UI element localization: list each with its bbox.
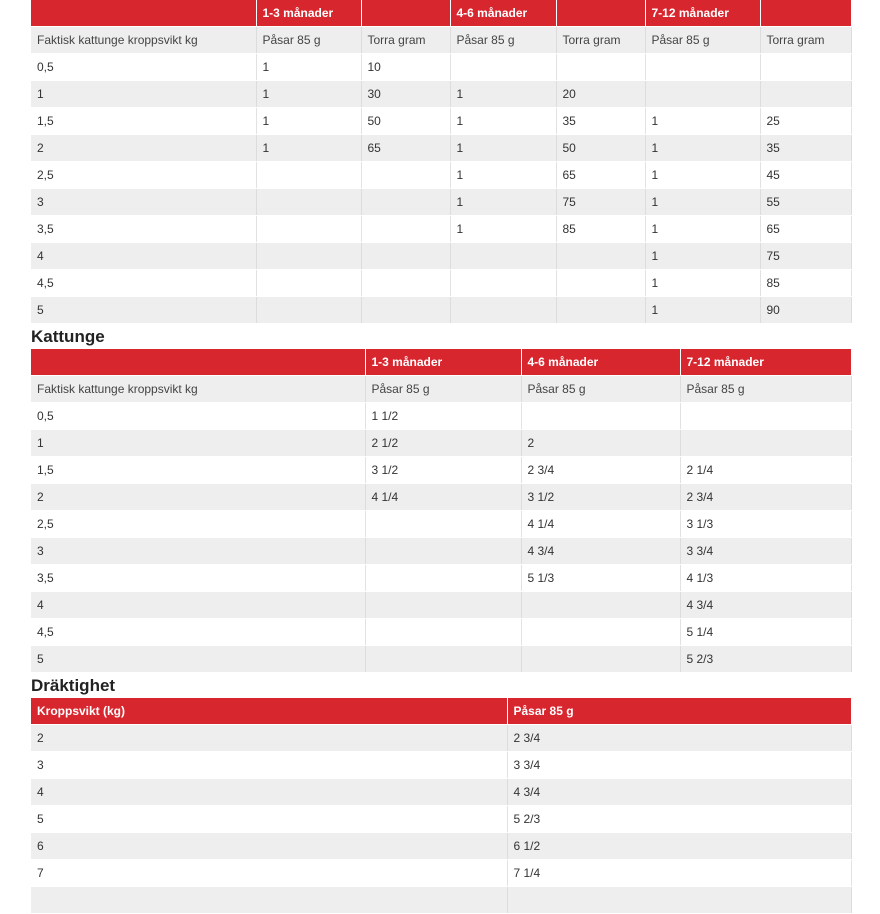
table-row: [31, 135, 851, 162]
table-cell: 2: [31, 725, 507, 752]
table-cell: 4: [31, 243, 256, 270]
table-header-row: [31, 0, 851, 27]
table-cell: 0,5: [31, 54, 256, 81]
table-cell: [645, 54, 760, 81]
table-cell: [361, 216, 450, 243]
table-cell: 75: [556, 189, 645, 216]
header-cell: 4-6 månader: [450, 0, 556, 27]
table-cell: [760, 54, 851, 81]
table-cell: 1: [256, 135, 361, 162]
table-header-row: [31, 698, 851, 725]
table-cell: Påsar 85 g: [680, 376, 851, 403]
table-cell: 65: [556, 162, 645, 189]
table-cell: [365, 619, 521, 646]
table-row: [31, 646, 851, 673]
table-cell: 1: [256, 54, 361, 81]
table-cell: Torra gram: [556, 27, 645, 54]
table-cell: 5 1/4: [680, 619, 851, 646]
table-cell: Faktisk kattunge kroppsvikt kg: [31, 376, 365, 403]
table-cell: [507, 887, 851, 914]
table-row: [31, 81, 851, 108]
table-cell: 1: [450, 162, 556, 189]
table-cell: 55: [760, 189, 851, 216]
table-cell: 4 3/4: [521, 538, 680, 565]
header-cell: [556, 0, 645, 27]
table-row: [31, 511, 851, 538]
table-cell: 50: [361, 108, 450, 135]
table-cell: [556, 54, 645, 81]
table-cell: [256, 216, 361, 243]
table-row: [31, 243, 851, 270]
table-cell: 3: [31, 538, 365, 565]
table-row: [31, 592, 851, 619]
table-row: [31, 619, 851, 646]
table-cell: 6 1/2: [507, 833, 851, 860]
table-row: [31, 457, 851, 484]
table-row: [31, 752, 851, 779]
table-row: [31, 162, 851, 189]
table-cell: 65: [361, 135, 450, 162]
table-body: [31, 725, 851, 914]
table-cell: 3,5: [31, 565, 365, 592]
table-row: [31, 216, 851, 243]
table-cell: 2 3/4: [680, 484, 851, 511]
table-cell: 5: [31, 646, 365, 673]
table-cell: 45: [760, 162, 851, 189]
table-cell: 20: [556, 81, 645, 108]
table-cell: 4 1/4: [521, 511, 680, 538]
table-cell: 4 1/3: [680, 565, 851, 592]
header-cell: [760, 0, 851, 27]
table-cell: 35: [760, 135, 851, 162]
table-cell: Påsar 85 g: [645, 27, 760, 54]
table-cell: 4: [31, 779, 507, 806]
table-cell: [365, 538, 521, 565]
table-cell: Torra gram: [361, 27, 450, 54]
table-cell: 25: [760, 108, 851, 135]
table-cell: 1: [450, 135, 556, 162]
header-cell: Kroppsvikt (kg): [31, 698, 507, 725]
table-cell: 1: [645, 108, 760, 135]
table-cell: 1: [645, 270, 760, 297]
table-cell: [365, 565, 521, 592]
table-row: [31, 565, 851, 592]
table-row: [31, 779, 851, 806]
table-cell: 1: [450, 216, 556, 243]
table-cell: Faktisk kattunge kroppsvikt kg: [31, 27, 256, 54]
table-cell: 2: [31, 484, 365, 511]
table-cell: 1: [450, 108, 556, 135]
table-cell: 1: [256, 81, 361, 108]
table-header-row: [31, 349, 851, 376]
table-cell: 30: [361, 81, 450, 108]
table-cell: [361, 270, 450, 297]
feeding-table-kattunge: [31, 349, 852, 673]
table-cell: 6: [31, 833, 507, 860]
table-cell: 90: [760, 297, 851, 324]
header-cell: Påsar 85 g: [507, 698, 851, 725]
table-cell: [645, 81, 760, 108]
table-row: [31, 297, 851, 324]
table-cell: [256, 270, 361, 297]
section-title-kattunge: Kattunge: [31, 327, 105, 346]
table-cell: 10: [361, 54, 450, 81]
table-cell: 5 2/3: [680, 646, 851, 673]
table-cell: 75: [760, 243, 851, 270]
header-cell: [31, 349, 365, 376]
table-cell: [556, 270, 645, 297]
table-cell: 3,5: [31, 216, 256, 243]
table-cell: 4 1/4: [365, 484, 521, 511]
table-cell: [365, 511, 521, 538]
table-cell: 1: [645, 243, 760, 270]
table-body: [31, 376, 851, 673]
table-cell: Påsar 85 g: [450, 27, 556, 54]
table-cell: Påsar 85 g: [365, 376, 521, 403]
table-cell: 5: [31, 806, 507, 833]
table-row: [31, 484, 851, 511]
feeding-table-draktighet: [31, 698, 852, 914]
table-row: [31, 108, 851, 135]
table-cell: [256, 162, 361, 189]
table-row: [31, 430, 851, 457]
table-cell: 4,5: [31, 619, 365, 646]
table-cell: 3 3/4: [507, 752, 851, 779]
table-cell: 2 3/4: [521, 457, 680, 484]
table-cell: 3: [31, 752, 507, 779]
table-cell: 35: [556, 108, 645, 135]
table-cell: 1: [31, 430, 365, 457]
table-cell: 1: [645, 162, 760, 189]
table-cell: [361, 297, 450, 324]
header-cell: 4-6 månader: [521, 349, 680, 376]
table-cell: 2 1/2: [365, 430, 521, 457]
table-cell: 2,5: [31, 162, 256, 189]
table-cell: 3 3/4: [680, 538, 851, 565]
table-cell: [450, 243, 556, 270]
table-cell: [361, 162, 450, 189]
table-cell: 4 3/4: [680, 592, 851, 619]
table-cell: [361, 189, 450, 216]
table-cell: [521, 403, 680, 430]
table-cell: 4,5: [31, 270, 256, 297]
table-cell: 2: [31, 135, 256, 162]
table-cell: 85: [556, 216, 645, 243]
table-cell: [365, 592, 521, 619]
table-row: [31, 54, 851, 81]
table-cell: [521, 646, 680, 673]
table-cell: 1: [645, 216, 760, 243]
table-cell: 0,5: [31, 403, 365, 430]
table-row: [31, 860, 851, 887]
header-cell: [361, 0, 450, 27]
table-cell: 1: [645, 135, 760, 162]
table-cell: [521, 592, 680, 619]
table-cell: 1,5: [31, 457, 365, 484]
table-cell: [256, 297, 361, 324]
table-cell: 50: [556, 135, 645, 162]
table-cell: 2 1/4: [680, 457, 851, 484]
table-cell: [361, 243, 450, 270]
table-cell: 1: [645, 297, 760, 324]
header-cell: [31, 0, 256, 27]
table-cell: [450, 270, 556, 297]
subheader-row: [31, 27, 851, 54]
table-cell: [680, 430, 851, 457]
subheader-row: [31, 376, 851, 403]
table-cell: [31, 887, 507, 914]
header-cell: 1-3 månader: [365, 349, 521, 376]
table-cell: 3: [31, 189, 256, 216]
table-cell: 1: [450, 189, 556, 216]
table-row: [31, 725, 851, 752]
table-cell: 2: [521, 430, 680, 457]
table-cell: 1,5: [31, 108, 256, 135]
table-cell: 4: [31, 592, 365, 619]
table-cell: 5: [31, 297, 256, 324]
table-cell: 2 3/4: [507, 725, 851, 752]
page-content: [31, 0, 851, 914]
table-cell: Påsar 85 g: [521, 376, 680, 403]
table-row: [31, 538, 851, 565]
feeding-table-wet-dry: [31, 0, 852, 324]
table-row: [31, 833, 851, 860]
table-cell: [450, 54, 556, 81]
table-cell: 1: [256, 108, 361, 135]
header-cell: 7-12 månader: [645, 0, 760, 27]
table-cell: [365, 646, 521, 673]
table-cell: 65: [760, 216, 851, 243]
section-title-draktighet: Dräktighet: [31, 676, 116, 695]
table-cell: [256, 189, 361, 216]
table-cell: [450, 297, 556, 324]
header-cell: 1-3 månader: [256, 0, 361, 27]
table-cell: 2,5: [31, 511, 365, 538]
table-cell: 3 1/3: [680, 511, 851, 538]
table-row: [31, 189, 851, 216]
header-cell: 7-12 månader: [680, 349, 851, 376]
table-cell: 5 2/3: [507, 806, 851, 833]
table-cell: 1: [31, 81, 256, 108]
table-body: [31, 27, 851, 324]
table-cell: 3 1/2: [521, 484, 680, 511]
table-row: [31, 403, 851, 430]
table-cell: 1: [645, 189, 760, 216]
table-cell: 7: [31, 860, 507, 887]
table-row: [31, 270, 851, 297]
table-row: [31, 806, 851, 833]
table-cell: 5 1/3: [521, 565, 680, 592]
table-cell: 1 1/2: [365, 403, 521, 430]
table-cell: [521, 619, 680, 646]
table-cell: 4 3/4: [507, 779, 851, 806]
table-cell: [760, 81, 851, 108]
table-cell: 85: [760, 270, 851, 297]
table-cell: [556, 297, 645, 324]
table-cell: Torra gram: [760, 27, 851, 54]
table-cell: [680, 403, 851, 430]
table-row: [31, 887, 851, 914]
table-cell: 1: [450, 81, 556, 108]
table-cell: [256, 243, 361, 270]
table-cell: [556, 243, 645, 270]
table-cell: Påsar 85 g: [256, 27, 361, 54]
table-cell: 3 1/2: [365, 457, 521, 484]
table-cell: 7 1/4: [507, 860, 851, 887]
